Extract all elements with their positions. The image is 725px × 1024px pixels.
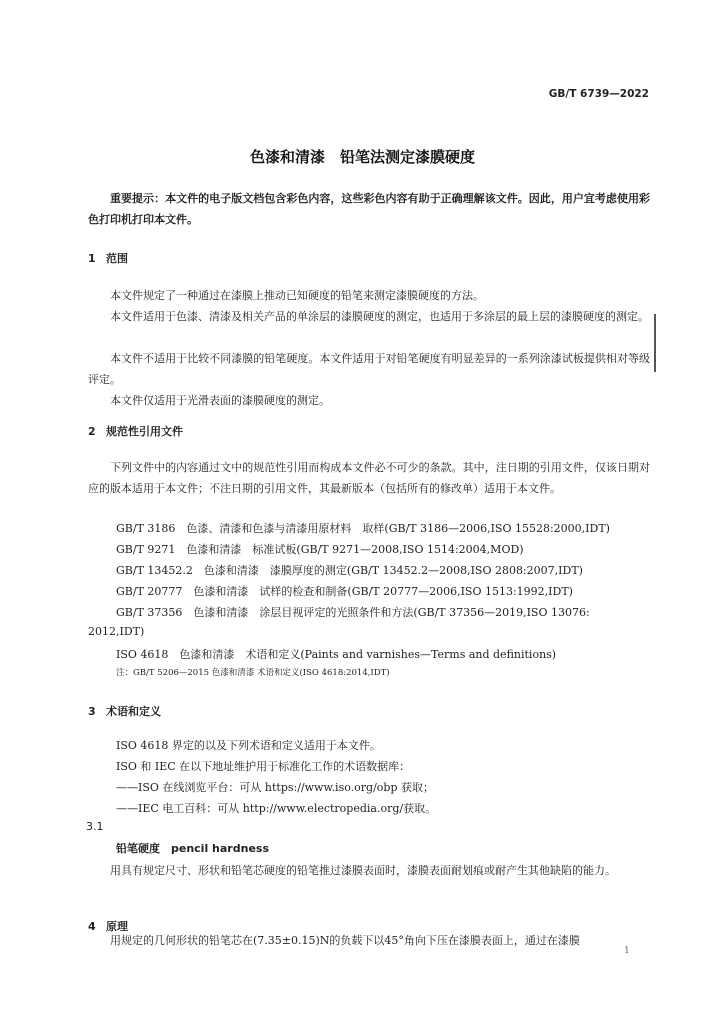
reference-note: 注：GB/T 5206—2015 色漆和清漆 术语和定义(ISO 4618:2014,IDT) bbox=[116, 668, 390, 678]
reference-item: GB/T 3186 色漆、清漆和色漆与清漆用原材料 取样(GB/T 3186—2006,ISO 15528:2000,IDT) bbox=[116, 522, 610, 535]
section-number: 2 bbox=[88, 425, 96, 438]
reference-item: GB/T 13452.2 色漆和清漆 漆膜厚度的测定(GB/T 13452.2—2008,ISO 2808:2007,IDT) bbox=[116, 564, 583, 577]
important-notice: 重要提示：本文件的电子版文档包含彩色内容，这些彩色内容有助于正确理解该文件。因此，用户宜考虑使用彩色打印机打印本文件。 bbox=[88, 192, 650, 226]
term-number: 3.1 bbox=[86, 820, 104, 833]
change-bar bbox=[654, 314, 656, 372]
reference-item: ISO 4618 色漆和清漆 术语和定义(Paints and varnishes—Terms and definitions) bbox=[116, 648, 557, 661]
section-title: 范围 bbox=[106, 252, 128, 265]
document-title: 色漆和清漆 铅笔法测定漆膜硬度 bbox=[249, 148, 475, 166]
section-number: 1 bbox=[88, 252, 96, 265]
page-number: 1 bbox=[624, 946, 630, 956]
iec-electropedia-link-line: ——IEC 电工百科：可从 http://www.electropedia.org/获取。 bbox=[116, 802, 437, 815]
normative-intro: 下列文件中的内容通过文中的规范性引用而构成本文件必不可少的条款。其中，注日期的引用文件，仅该日期对应的版本适用于本文件；不注日期的引用文件，其最新版本（包括所有的修改单）适用于本文件。 bbox=[88, 461, 650, 495]
section-title: 原理 bbox=[106, 920, 128, 933]
scope-paragraph-1: 本文件规定了一种通过在漆膜上推动已知硬度的铅笔来测定漆膜硬度的方法。 bbox=[110, 289, 484, 302]
reference-item: GB/T 37356 色漆和清漆 涂层目视评定的光照条件和方法(GB/T 37356—2019,ISO 13076: bbox=[116, 606, 590, 619]
section-2-heading bbox=[88, 423, 183, 439]
section-title: 术语和定义 bbox=[106, 705, 161, 718]
scope-paragraph-4: 本文件仅适用于光滑表面的漆膜硬度的测定。 bbox=[110, 394, 330, 407]
iso-obp-link-line: ——ISO 在线浏览平台：可从 https://www.iso.org/obp 获取； bbox=[116, 781, 434, 794]
reference-item: GB/T 9271 色漆和清漆 标准试板(GB/T 9271—2008,ISO 1514:2004,MOD) bbox=[116, 543, 524, 556]
standard-number: GB/T 6739—2022 bbox=[548, 88, 649, 100]
terms-database-line: ISO 和 IEC 在以下地址维护用于标准化工作的术语数据库： bbox=[116, 760, 411, 773]
term-entry: 铅笔硬度 pencil hardness bbox=[116, 842, 269, 855]
section-number: 3 bbox=[88, 705, 96, 718]
section-1-heading bbox=[88, 250, 128, 266]
section-title: 规范性引用文件 bbox=[106, 425, 183, 438]
reference-item-continued: 2012,IDT) bbox=[88, 625, 145, 638]
scope-paragraph-2: 本文件适用于色漆、清漆及相关产品的单涂层的漆膜硬度的测定，也适用于多涂层的最上层的漆膜硬度的测定。 bbox=[110, 310, 649, 323]
terms-intro-line: ISO 4618 界定的以及下列术语和定义适用于本文件。 bbox=[116, 739, 381, 752]
section-3-heading bbox=[88, 703, 161, 719]
section-number: 4 bbox=[88, 920, 96, 933]
reference-item: GB/T 20777 色漆和清漆 试样的检查和制备(GB/T 20777—2006,ISO 1513:1992,IDT) bbox=[116, 585, 573, 598]
term-definition: 用具有规定尺寸、形状和铅笔芯硬度的铅笔推过漆膜表面时，漆膜表面耐划痕或耐产生其他缺陷的能力。 bbox=[110, 864, 616, 877]
scope-paragraph-3: 本文件不适用于比较不同漆膜的铅笔硬度。本文件适用于对铅笔硬度有明显差异的一系列涂漆试板提供相对等级评定。 bbox=[88, 352, 650, 386]
principle-paragraph: 用规定的几何形状的铅笔芯在(7.35±0.15)N的负载下以45°角向下压在漆膜表面上，通过在漆膜 bbox=[110, 934, 580, 947]
